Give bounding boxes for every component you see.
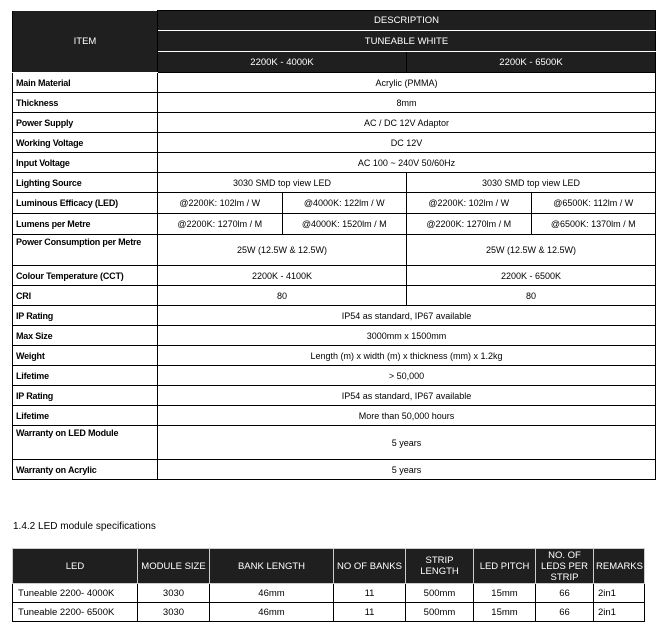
row-label: Warranty on Acrylic xyxy=(13,460,158,480)
row-label: Luminous Efficacy (LED) xyxy=(13,193,158,214)
row-value: 5 years xyxy=(158,426,656,460)
table-cell: 15mm xyxy=(474,584,536,603)
row-value: AC 100 ~ 240V 50/60Hz xyxy=(158,153,656,173)
table-cell: 66 xyxy=(536,603,594,622)
table-cell: 15mm xyxy=(474,603,536,622)
lumens-value: @2200K: 1270lm / M xyxy=(158,214,283,234)
lumens-value: @4000K: 1520lm / M xyxy=(301,219,387,229)
table-cell: 66 xyxy=(536,584,594,603)
table-cell: Tuneable 2200- 4000K xyxy=(13,584,138,603)
row-label: Lifetime xyxy=(13,366,158,386)
table-row xyxy=(13,153,656,173)
table-row xyxy=(13,346,656,366)
row-label: Input Voltage xyxy=(13,153,158,173)
row-value: > 50,000 xyxy=(158,366,656,386)
led-module-table xyxy=(12,548,645,622)
table-cell: Tuneable 2200- 6500K xyxy=(13,603,138,622)
row-label: Power Supply xyxy=(13,113,158,133)
spec-table xyxy=(12,10,656,480)
range-header-1: 2200K - 4000K xyxy=(158,52,407,73)
tuneable-header: TUNEABLE WHITE xyxy=(158,31,656,52)
table-cell: 11 xyxy=(334,603,406,622)
table-row xyxy=(13,266,656,286)
row-value: 8mm xyxy=(158,93,656,113)
table-row xyxy=(13,603,645,622)
row-value: Length (m) x width (m) x thickness (mm) x 1.2kg xyxy=(158,346,656,366)
row-label: Thickness xyxy=(13,93,158,113)
row-value-left xyxy=(158,214,407,235)
table-cell: 46mm xyxy=(210,603,334,622)
table-row xyxy=(13,214,656,235)
table-cell: 3030 xyxy=(138,584,210,603)
row-value: 3000mm x 1500mm xyxy=(158,326,656,346)
table-row xyxy=(13,173,656,193)
lumens-value: @6500K: 1370lm / M xyxy=(550,219,636,229)
lumens-value: @2200K: 1270lm / M xyxy=(407,214,532,234)
table-row xyxy=(13,460,656,480)
table-cell: 2in1 xyxy=(594,584,645,603)
row-label: Lifetime xyxy=(13,406,158,426)
table-cell: 3030 xyxy=(138,603,210,622)
row-label: Power Consumption per Metre xyxy=(13,235,158,266)
table-row xyxy=(13,133,656,153)
row-label: IP Rating xyxy=(13,386,158,406)
column-header: NO OF BANKS xyxy=(334,549,406,584)
table-cell: 500mm xyxy=(406,603,474,622)
table-row xyxy=(13,366,656,386)
row-value: More than 50,000 hours xyxy=(158,406,656,426)
column-header: BANK LENGTH xyxy=(210,549,334,584)
row-label: Lighting Source xyxy=(13,173,158,193)
table-cell: 46mm xyxy=(210,584,334,603)
column-header: NO. OF LEDS PER STRIP xyxy=(536,549,594,584)
row-label: Weight xyxy=(13,346,158,366)
table-row xyxy=(13,73,656,93)
row-value: IP54 as standard, IP67 available xyxy=(158,386,656,406)
table-row xyxy=(13,193,656,214)
table-cell: 2in1 xyxy=(594,603,645,622)
row-value-left: 3030 SMD top view LED xyxy=(158,173,407,193)
row-value: IP54 as standard, IP67 available xyxy=(158,306,656,326)
row-value-left: 80 xyxy=(158,286,407,306)
row-value-right: 2200K - 6500K xyxy=(407,266,656,286)
efficacy-value: @2200K: 102lm / W xyxy=(407,193,532,213)
row-label: Main Material xyxy=(13,73,158,93)
row-value: Acrylic (PMMA) xyxy=(158,73,656,93)
efficacy-value: @4000K: 122lm / W xyxy=(303,198,385,208)
row-value: DC 12V xyxy=(158,133,656,153)
column-header: STRIP LENGTH xyxy=(406,549,474,584)
row-label: Working Voltage xyxy=(13,133,158,153)
column-header: REMARKS xyxy=(594,549,645,584)
row-value-right: 25W (12.5W & 12.5W) xyxy=(407,235,656,266)
row-value: AC / DC 12V Adaptor xyxy=(158,113,656,133)
section-caption: 1.4.2 LED module specifications xyxy=(13,521,156,532)
item-header: ITEM xyxy=(13,11,158,73)
row-label: IP Rating xyxy=(13,306,158,326)
row-label: Warranty on LED Module xyxy=(13,426,158,460)
column-header: LED PITCH xyxy=(474,549,536,584)
table-row xyxy=(13,235,656,266)
row-value: 5 years xyxy=(158,460,656,480)
table-row xyxy=(13,386,656,406)
efficacy-value: @6500K: 112lm / W xyxy=(553,198,634,208)
table-row xyxy=(13,93,656,113)
row-value-right xyxy=(407,214,656,235)
table-cell: 11 xyxy=(334,584,406,603)
table-row xyxy=(13,584,645,603)
row-value-left: 2200K - 4100K xyxy=(158,266,407,286)
row-value-right xyxy=(407,193,656,214)
row-label: Lumens per Metre xyxy=(13,214,158,235)
table-row xyxy=(13,426,656,460)
table-row xyxy=(13,306,656,326)
column-header: LED xyxy=(13,549,138,584)
table-row xyxy=(13,326,656,346)
efficacy-value: @2200K: 102lm / W xyxy=(158,193,283,213)
row-value-left: 25W (12.5W & 12.5W) xyxy=(158,235,407,266)
row-value-left xyxy=(158,193,407,214)
table-row xyxy=(13,406,656,426)
description-header: DESCRIPTION xyxy=(158,11,656,31)
range-header-2: 2200K - 6500K xyxy=(407,52,656,73)
row-value-right: 80 xyxy=(407,286,656,306)
table-row xyxy=(13,286,656,306)
row-label: CRI xyxy=(13,286,158,306)
row-label: Max Size xyxy=(13,326,158,346)
row-label: Colour Temperature (CCT) xyxy=(13,266,158,286)
column-header: MODULE SIZE xyxy=(138,549,210,584)
table-cell: 500mm xyxy=(406,584,474,603)
row-value-right: 3030 SMD top view LED xyxy=(407,173,656,193)
table-row xyxy=(13,113,656,133)
